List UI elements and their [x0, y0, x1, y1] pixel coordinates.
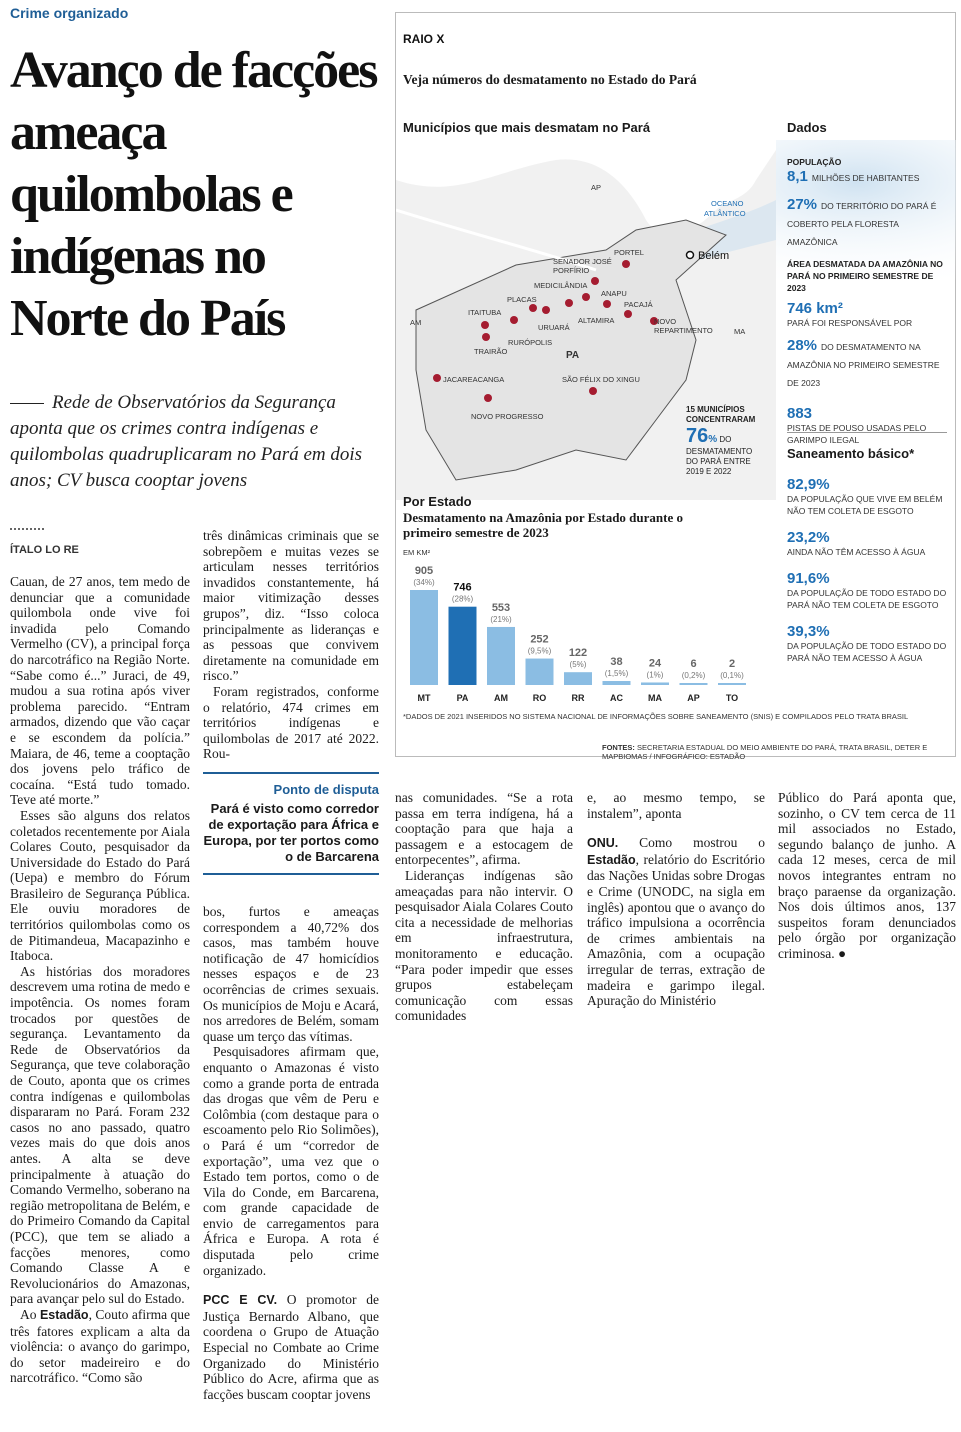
- label-ap: AP: [591, 183, 602, 192]
- bar-category-label: AC: [610, 693, 623, 703]
- bar-share-label: (28%): [451, 594, 474, 604]
- bar-share-label: (21%): [490, 614, 512, 624]
- bold-span: Estadão: [39, 1307, 89, 1322]
- bar-category-label: RO: [532, 693, 547, 703]
- bar-to: [718, 683, 746, 685]
- bar-share-label: (1%): [646, 670, 664, 680]
- bar-category-label: TO: [725, 693, 739, 703]
- chart-ylabel: EM KM²: [403, 548, 431, 557]
- paragraph: Lideranças indígenas são ameaçadas para não intervir. O pesquisador Aiala Colares Couto cita a necessidade de melhorias em infraestrutura, monitoramento e educação. “Para poder impedir que esses grupos estabeleçam comunicação com essas comunidades: [395, 867, 573, 1024]
- sources: [602, 743, 961, 761]
- map-note-value: 76: [686, 425, 709, 447]
- dados-head: POPULAÇÃO: [787, 157, 842, 167]
- dados-item: [787, 337, 949, 391]
- pin-portel: [622, 260, 630, 268]
- map-note-bottom: DESMATAMENTO DO PARÁ ENTRE 2019 E 2022: [686, 447, 753, 476]
- san-desc: DA POPULAÇÃO DE TODO ESTADO DO PARÁ NÃO TEM COLETA DE ESGOTO: [787, 588, 947, 610]
- city-label: PACAJÁ: [624, 300, 653, 309]
- dados-value: 883: [787, 405, 813, 422]
- bar-rr: [564, 672, 592, 685]
- bar-share-label: (0,1%): [720, 671, 744, 680]
- bar-chart: [398, 560, 758, 710]
- bar-category-label: RR: [571, 693, 585, 703]
- sources-text: SECRETARIA ESTADUAL DO MEIO AMBIENTE DO PARÁ, TRATA BRASIL, DETER E MAPBIOMAS / INFOGRÁFICO: ESTADÃO: [602, 743, 928, 761]
- text-span: Público do Pará aponta que, sozinho, o CV tem cerca de 11 mil associados no Estado, segundo balanço de junho. A cada 12 meses, cerca de mil novos integrantes entram no braço paraense da organização. Nos dois últimos anos, 137 suspeitos foram denunciados pelo órgão por organização criminosa.: [778, 790, 956, 961]
- bar-value-label: 2: [728, 658, 736, 670]
- map-note-pct: %: [708, 434, 718, 445]
- map-note-do: DO: [719, 435, 732, 444]
- bar-am: [487, 627, 515, 685]
- chart-subtitle: Desmatamento na Amazônia por Estado durante o primeiro semestre de 2023: [403, 510, 683, 540]
- footnote: *DADOS DE 2021 INSERIDOS NO SISTEMA NACIONAL DE INFORMAÇÕES SOBRE SANEAMENTO (SNIS) E COMPILADOS PELO TRATA BRASIL: [403, 712, 909, 721]
- bar-value-label: 252: [530, 633, 549, 646]
- headline: Avanço de facções ameaça quilombolas e indígenas no Norte do País: [10, 42, 377, 347]
- paragraph: Pesquisadores afirmam que, enquanto o Amazonas é visto como a grande porta de entrada das drogas que vêm de Peru e Colômbia (com destaque para o escoamento pelo Rio Solimões), o Pará é um “corredor de exportação”, uma vez que o Estado tem portos, como o de Vila do Conde, em Barcarena, com grande capacidade de envio de carregamentos para África e Europa. A rota é disputada pelo crime organizado.: [203, 1044, 379, 1278]
- city-label: NOVO PROGRESSO: [471, 412, 544, 421]
- dados-title: Dados: [787, 120, 827, 135]
- end-mark: ●: [838, 945, 847, 961]
- article-col-2-bottom: [203, 904, 379, 1402]
- paragraph: Esses são alguns dos relatos coletados recentemente por Aiala Colares Couto, pesquisador da Universidade do Estado do Pará (Uepa) e membro do Fórum Brasileiro de Segurança Pública. Ele ouviu moradores de territórios quilombolas como os de Pitimandeua, Macapazinho e Itaboca.: [10, 807, 190, 964]
- map-title: Municípios que mais desmatam no Pará: [403, 120, 651, 135]
- san-value: 39,3%: [787, 623, 830, 640]
- bar-category-label: PA: [456, 693, 469, 703]
- article-col-2-top: [203, 528, 379, 762]
- san-desc: DA POPULAÇÃO DE TODO ESTADO DO PARÁ NÃO TEM ACESSO À ÁGUA: [787, 641, 947, 663]
- bold-span: ONU.: [587, 836, 619, 851]
- text-span: , relatório do Escritório das Nações Unidas sobre Drogas e Crime (UNODC, na sigla em inglês) apontou que o avanço do tráfico impulsiona a ocorrência de crimes ambientais na Amazônia, com a ocupação irregular de terras, extração de madeira e garimpo ilegal. Apuração do Ministério: [587, 851, 765, 1009]
- dados-value: 28%: [787, 337, 818, 354]
- article-col-1: [10, 574, 190, 1386]
- bar-category-label: AM: [494, 693, 508, 703]
- label-ocean-2: ATLÂNTICO: [704, 209, 746, 218]
- pin-placas: [542, 306, 550, 314]
- bar-ac: [603, 681, 631, 685]
- paragraph: Cauan, de 27 anos, tem medo de denunciar que a comunidade quilombola onde vive foi invadida pelo Comando Vermelho (CV), a principal força do narcotráfico na Região Norte. “Sabe como é...” Juraci, de 49, mudou a sua rotina após viver problema parecido. “Entram armados, dizendo que vão caçar e se escondem da polícia.” Maiara, de 46, teme a cooptação dos jovens pelo tráfico de cocaína. “Está tudo tomado. Teve até morte.”: [10, 574, 190, 808]
- city-label: SENADOR JOSÉ: [553, 257, 612, 266]
- pin-pacaja: [624, 310, 632, 318]
- saneamento-list: [787, 476, 949, 664]
- dados-value: 8,1: [787, 168, 808, 185]
- sources-label: FONTES:: [602, 743, 635, 752]
- san-desc: AINDA NÃO TÊM ACESSO À ÁGUA: [787, 547, 926, 557]
- dek-text: Rede de Observatórios da Segurança aponta que os crimes contra indígenas e quilombolas quadruplicaram no Pará em dois anos; CV busca cooptar jovens: [10, 392, 363, 491]
- bar-share-label: (1,5%): [604, 669, 629, 679]
- label-belem: Belém: [698, 250, 730, 262]
- bar-value-label: 38: [610, 656, 623, 669]
- paragraph: três dinâmicas criminais que se sobrepõem e muitas vezes se articulam nesses territórios invadidos constantemente, há maior vitimização desses grupos”, diz. “Isso coloca principalmente as lideranças e as pessoas que convivem diretamente na comunidade em risco.”: [203, 528, 379, 684]
- map-note: [686, 405, 766, 477]
- dados-list: [787, 156, 949, 446]
- text-span: Ao: [20, 1306, 37, 1322]
- bar-category-label: AP: [687, 693, 700, 703]
- paragraph: [778, 790, 956, 962]
- bar-value-label: 905: [414, 565, 434, 577]
- city-label: JACAREACANGA: [443, 375, 505, 384]
- dados-desc: PISTAS DE POUSO USADAS PELO GARIMPO ILEGAL: [787, 423, 927, 445]
- san-value: 91,6%: [787, 570, 830, 587]
- bar-value-label: 746: [453, 581, 472, 594]
- pin-medicilandia: [582, 293, 590, 301]
- city-label: ALTAMIRA: [578, 316, 615, 325]
- bold-span: PCC E CV.: [203, 1293, 278, 1308]
- paragraph: [10, 1307, 190, 1386]
- article-col-4: [587, 790, 765, 1009]
- paragraph: bos, furtos e ameaças correspondem a 40,72% dos casos, mas também houve notificação de 47 homicídios nesses espaços e de 23 ocorrências de crimes sexuais. Os municípios de Moju e Acará, nos arredores de Belém, somam quase um terço das vítimas.: [203, 904, 379, 1044]
- paragraph: nas comunidades. “Se a rota passa em terra indígena, há a cooptação para que haja a passagem e a estocagem de entorpecentes”, afirma.: [395, 790, 573, 868]
- bold-span: Estadão: [587, 852, 636, 867]
- dados-desc: MILHÕES DE HABITANTES: [811, 173, 920, 183]
- dek-dash: [10, 403, 44, 404]
- dados-head: ÁREA DESMATADA DA AMAZÔNIA NO PARÁ NO PRIMEIRO SEMESTRE DE 2023: [787, 259, 943, 293]
- bar-pa: [449, 607, 477, 685]
- bar-ma: [641, 682, 669, 685]
- pin-anapu: [603, 300, 611, 308]
- label-pa: PA: [566, 350, 580, 361]
- city-label: ANAPU: [601, 289, 627, 298]
- san-desc: DA POPULAÇÃO QUE VIVE EM BELÉM NÃO TEM COLETA DE ESGOTO: [787, 494, 943, 516]
- paragraph: e, ao mesmo tempo, se instalem”, aponta: [587, 790, 765, 821]
- city-label: PORTEL: [614, 248, 644, 257]
- byline-dots: [10, 528, 44, 534]
- infographic-kicker: RAIO X: [403, 32, 445, 46]
- dados-value: 27%: [787, 196, 818, 213]
- pin-trairao: [482, 333, 490, 341]
- pin-altamira: [565, 299, 573, 307]
- paragraph: As histórias dos moradores descrevem uma rotina de medo e impotência. Os nomes foram trocados por questões de segurança. Levantamento da Rede de Observatórios da Segurança, que teve colaboração de Couto, aponta que os crimes contra indígenas e quilombolas dispararam no Pará. Foram 232 casos no ano passado, quatro vezes mais do que dois anos antes. A alta se deve principalmente à atuação do Comando Vermelho, soberano na região metropolitana de Belém, e do Primeiro Comando da Capital (PCC), que tem se aliado a facções menores, como Comando Classe A e Revolucionários do Amazonas, para avançar pelo sul do Estado.: [10, 963, 190, 1307]
- dados-desc: DO DESMATAMENTO NA AMAZÔNIA NO PRIMEIRO SEMESTRE DE 2023: [787, 342, 940, 388]
- bar-value-label: 24: [648, 657, 662, 670]
- city-label: NOVO: [654, 317, 677, 326]
- bar-value-label: 6: [690, 658, 697, 670]
- infographic-subtitle: Veja números do desmatamento no Estado do Pará: [403, 72, 697, 87]
- pull-quote-kicker: Ponto de disputa: [273, 782, 379, 797]
- dados-value: 746 km²: [787, 300, 843, 317]
- paragraph: [587, 835, 765, 1009]
- pin-sao-felix: [589, 387, 597, 395]
- dados-item: [787, 168, 949, 186]
- bar-category-label: MT: [417, 693, 431, 703]
- city-label: RURÓPOLIS: [508, 338, 553, 347]
- pin-novo-progresso: [484, 394, 492, 402]
- dados-desc: PARÁ FOI RESPONSÁVEL POR: [787, 318, 913, 328]
- city-label: MEDICILÂNDIA: [534, 281, 588, 290]
- dados-item: [787, 196, 949, 250]
- city-label: URUARÁ: [538, 323, 570, 332]
- bar-ap: [680, 683, 708, 685]
- chart-title: Por Estado: [403, 494, 472, 509]
- city-label: SÃO FÉLIX DO XINGU: [562, 375, 640, 384]
- pin-itaituba: [481, 321, 489, 329]
- label-am: AM: [410, 318, 422, 327]
- paragraph: Foram registrados, conforme o relatório, 474 crimes em territórios indígenas e quilombolas de 2017 até 2022. Rou-: [203, 683, 379, 762]
- city-label: ITAITUBA: [468, 308, 502, 317]
- pull-quote: [203, 772, 379, 875]
- pin-jacareacanga: [433, 374, 441, 382]
- map-note-figure: [686, 425, 766, 447]
- label-ma: MA: [734, 327, 746, 336]
- article-col-5: [778, 790, 956, 962]
- bar-value-label: 553: [491, 601, 511, 614]
- pin-uruara: [529, 304, 537, 312]
- text-span: Como mostrou o: [618, 835, 765, 851]
- bar-value-label: 122: [568, 647, 588, 660]
- dek: [10, 390, 380, 494]
- divider: [787, 432, 947, 433]
- bar-mt: [410, 590, 438, 685]
- label-ocean-1: OCEANO: [711, 199, 744, 208]
- paragraph: [203, 1292, 379, 1402]
- article-col-3: [395, 790, 573, 1024]
- bar-share-label: (34%): [413, 578, 435, 587]
- city-label: TRAIRÃO: [474, 347, 508, 356]
- pull-quote-text: Pará é visto como corredor de exportação para África e Europa, por ter portos como o de Barcarena: [203, 801, 379, 864]
- bar-category-label: MA: [648, 693, 662, 703]
- bar-share-label: (9,5%): [527, 646, 552, 656]
- saneamento-title: Saneamento básico*: [787, 446, 915, 461]
- byline: ÍTALO LO RE: [10, 544, 79, 556]
- dados-desc: DO TERRITÓRIO DO PARÁ É COBERTO PELA FLORESTA AMAZÔNICA: [787, 201, 937, 247]
- city-label: PORFÍRIO: [553, 266, 590, 275]
- san-value: 82,9%: [787, 476, 830, 493]
- text-span: , Couto afirma que três fatores explicam a alta da violência: o avanço do garimpo, do setor madeireiro e do narcotráfico. “Como são: [10, 1306, 190, 1386]
- section-label: Crime organizado: [10, 5, 129, 21]
- bar-share-label: (0,2%): [681, 671, 706, 680]
- pin-senador: [591, 277, 599, 285]
- pin-ruropolis: [510, 316, 518, 324]
- bar-ro: [526, 659, 554, 685]
- map-note-top: 15 MUNICÍPIOS CONCENTRARAM: [686, 405, 756, 424]
- text-span: O promotor de Justiça Bernardo Albano, que coordena o Grupo de Atuação Especial no Combate ao Crime Organizado do Ministério Público do Acre, afirma que as facções buscam cooptar jovens: [203, 1292, 379, 1402]
- city-label: PLACAS: [507, 295, 537, 304]
- city-label: REPARTIMENTO: [654, 326, 713, 335]
- san-value: 23,2%: [787, 529, 830, 546]
- belem-marker: [687, 252, 694, 259]
- bar-share-label: (5%): [569, 660, 587, 670]
